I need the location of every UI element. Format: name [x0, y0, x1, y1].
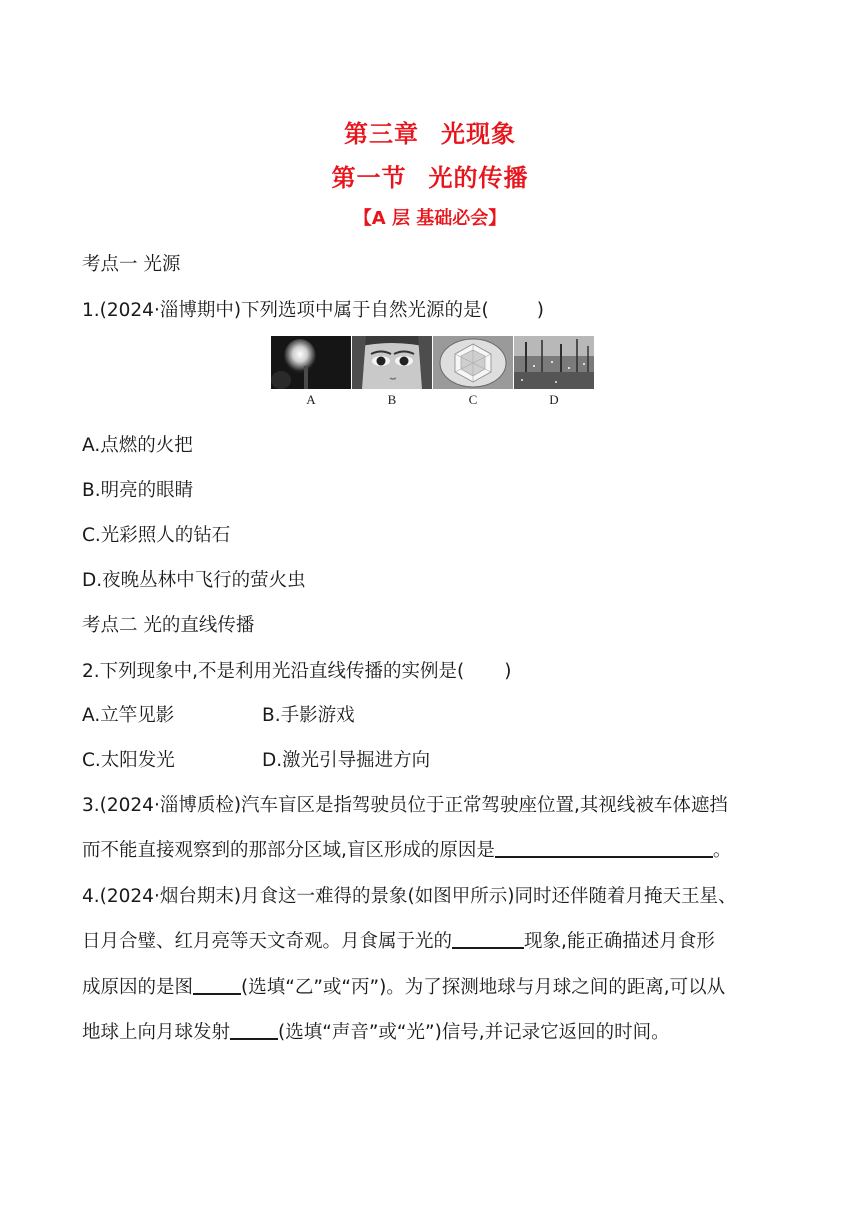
question-4-text-c: 成原因的是图: [82, 977, 194, 998]
question-1-close: ): [536, 300, 544, 321]
question-4-text-b: 现象,能正确描述月食形: [524, 931, 715, 952]
question-1-stem: [82, 296, 544, 322]
image-label-b: B: [387, 392, 397, 407]
question-2-option-b: B.手影游戏: [262, 705, 355, 726]
question-3-line-2: [82, 836, 731, 862]
question-4-text-e: 地球上向月球发射: [82, 1022, 231, 1043]
section-heading: [0, 158, 860, 193]
answer-blank-3[interactable]: [193, 975, 241, 995]
question-1-option-d: D.夜晚丛林中飞行的萤火虫: [82, 570, 306, 591]
answer-blank-4[interactable]: [230, 1020, 278, 1040]
question-4-text-f: (选填“声音”或“光”)信号,并记录它返回的时间。: [278, 1022, 670, 1043]
chapter-number: 第三章: [344, 120, 419, 148]
question-4-text-d: (选填“乙”或“丙”)。为了探测地球与月球之间的距离,可以从: [241, 977, 726, 998]
question-3-text: 而不能直接观察到的那部分区域,盲区形成的原因是: [82, 840, 495, 861]
chapter-heading: [0, 114, 860, 149]
question-1-option-b: B.明亮的眼睛: [82, 480, 194, 501]
question-2-option-c: C.太阳发光: [82, 750, 175, 771]
question-4-line-1: 4.(2024·烟台期末)月食这一难得的景象(如图甲所示)同时还伴随着月掩天王星、: [82, 886, 737, 907]
torch-image: [271, 336, 351, 389]
knowledge-point-2: 考点二 光的直线传播: [82, 615, 255, 636]
question-3-end: 。: [712, 840, 732, 861]
question-1-text: 1.(2024·淄博期中)下列选项中属于自然光源的是(: [82, 300, 489, 321]
level-tag: 【A 层 基础必会】: [353, 208, 507, 229]
answer-blank-1[interactable]: [495, 838, 713, 858]
question-1-images: [271, 336, 591, 411]
question-3-line-1: 3.(2024·淄博质检)汽车盲区是指驾驶员位于正常驾驶座位置,其视线被车体遮挡: [82, 795, 728, 816]
question-4-line-4: [82, 1018, 670, 1044]
forest-image: [514, 336, 594, 389]
image-label-c: C: [468, 392, 478, 407]
question-1-option-a: A.点燃的火把: [82, 435, 193, 456]
section-name: 光的传播: [428, 164, 529, 192]
diamond-image: [433, 336, 513, 389]
question-2-option-a: A.立竿见影: [82, 705, 175, 726]
chapter-name: 光现象: [441, 120, 516, 148]
question-2-option-d: D.激光引导掘进方向: [262, 750, 431, 771]
image-label-d: D: [549, 392, 559, 407]
question-1-option-c: C.光彩照人的钻石: [82, 525, 231, 546]
knowledge-point-1: 考点一 光源: [82, 254, 181, 275]
answer-blank-2[interactable]: [452, 929, 524, 949]
question-2-text: 2.下列现象中,不是利用光沿直线传播的实例是(: [82, 661, 465, 682]
image-label-a: A: [306, 392, 316, 407]
question-4-text-a: 日月合璧、红月亮等天文奇观。月食属于光的: [82, 931, 453, 952]
section-number: 第一节: [331, 164, 407, 192]
eyes-image: [352, 336, 432, 389]
question-2-stem: [82, 657, 511, 683]
question-4-line-2: [82, 927, 715, 953]
question-2-close: ): [504, 661, 512, 682]
question-4-line-3: [82, 973, 725, 999]
